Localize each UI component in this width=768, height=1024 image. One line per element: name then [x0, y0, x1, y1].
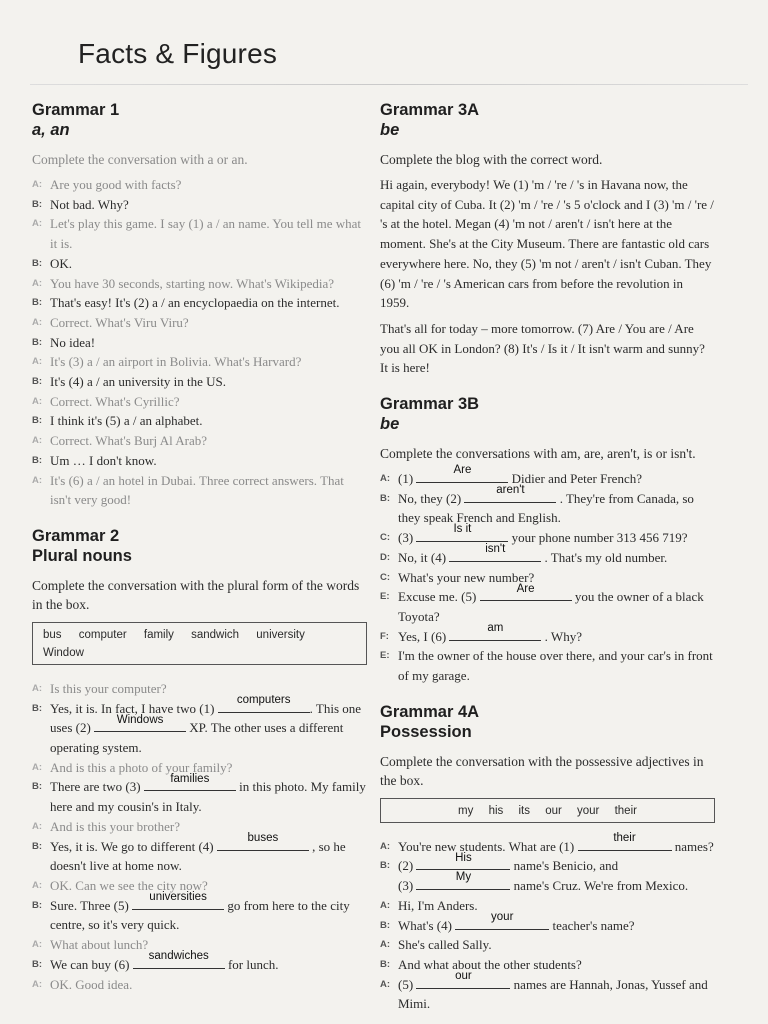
answer-text: Are [516, 582, 535, 595]
g4a-subheading: Possession [380, 722, 472, 741]
answer-blank [144, 772, 236, 791]
line-text: your phone number 313 456 719? [511, 530, 688, 546]
right-column [380, 100, 715, 1014]
speaker-label: B: [380, 492, 391, 504]
g3a-instruction: Complete the blog with the correct word. [380, 152, 603, 167]
line-text: She's called Sally. [398, 937, 492, 953]
dialogue-line [32, 772, 367, 816]
line-text: That's easy! It's (2) a / an encyclopaedia on the internet. [50, 295, 340, 311]
answer-text: Is it [453, 523, 472, 536]
g3b-heading: Grammar 3B [380, 395, 480, 414]
line-text: It's (3) a / an airport in Bolivia. What's Harvard? [50, 354, 302, 370]
speaker-label: B: [380, 919, 391, 931]
box-word: Window [43, 646, 84, 659]
line-text: . That's my old number. [544, 549, 668, 565]
speaker-label: B: [32, 840, 43, 852]
dialogue-line [380, 523, 715, 548]
line-text: Excuse me. (5) [398, 589, 477, 605]
line-text: No idea! [50, 334, 96, 350]
line-text: Correct. What's Viru Viru? [50, 314, 189, 330]
speaker-label: A: [32, 435, 43, 447]
dialogue-line [380, 582, 715, 626]
line-text: (3) [398, 530, 414, 546]
speaker-label: B: [32, 376, 43, 388]
answer-text: universities [149, 890, 207, 903]
answer-text: buses [247, 831, 279, 844]
speaker-label: B: [32, 415, 43, 427]
line-text: It's (4) a / an university in the US. [50, 374, 227, 390]
line-text: And is this a photo of your family? [50, 759, 233, 775]
answer-blank [132, 890, 224, 910]
line-text: Is this your computer? [50, 680, 167, 696]
g3b-dialogue [380, 464, 715, 686]
line-text: What's your new number? [398, 569, 535, 585]
dialogue-line [32, 274, 367, 294]
dialogue-line [380, 646, 715, 685]
g1-heading: Grammar 1 [32, 101, 120, 119]
line-text: Yes, it is. In fact, I have two (1) [50, 700, 215, 716]
speaker-label: A: [380, 939, 391, 951]
line-text: And is this your brother? [50, 818, 180, 834]
box-word: our [545, 804, 562, 817]
line-text: Didier and Peter French? [511, 471, 642, 487]
box-word: university [256, 628, 305, 641]
line-text: Yes, I (6) [398, 628, 447, 644]
line-text: You're new students. What are (1) [398, 838, 575, 854]
speaker-label: A: [32, 682, 43, 694]
line-text: name's Benicio, and [513, 858, 619, 874]
dialogue-line [32, 333, 367, 353]
line-text: names? [674, 838, 714, 854]
dialogue-line [32, 817, 367, 837]
speaker-label: E: [380, 650, 390, 662]
speaker-label: B: [32, 454, 43, 466]
line-text: Correct. What's Cyrillic? [50, 393, 180, 409]
speaker-label: A: [380, 840, 391, 852]
answer-blank [449, 621, 541, 641]
dialogue-line [32, 950, 367, 975]
line-text: names are Hannah, Jonas, Yussef and Mimi. [398, 976, 708, 1012]
line-text: It's (6) a / an hotel in Dubai. Three correct answers. That isn't very good! [50, 472, 344, 508]
answer-text: aren't [496, 484, 525, 497]
answer-blank [416, 871, 510, 890]
dialogue-line [32, 471, 367, 510]
line-text: (3) [398, 878, 414, 894]
speaker-label: B: [32, 336, 43, 348]
dialogue-line [380, 871, 715, 896]
box-word: computer [78, 628, 127, 641]
answer-text: am [487, 621, 504, 634]
answer-blank [464, 484, 556, 503]
dialogue-line [32, 313, 367, 333]
line-text: No, they (2) [398, 490, 462, 506]
g2-dialogue [32, 679, 367, 994]
box-word: your [577, 804, 600, 817]
line-text: . They're from Canada, so they speak French and English. [398, 490, 694, 526]
answer-text: My [455, 871, 472, 884]
dialogue-line [32, 451, 367, 471]
speaker-label: A: [380, 978, 391, 990]
dialogue-line [32, 411, 367, 431]
line-text: in this photo. My family here and my cousin's in Italy. [50, 779, 366, 815]
answer-text: isn't [485, 543, 506, 556]
speaker-label: A: [32, 879, 43, 891]
dialogue-line [32, 431, 367, 451]
line-text: (1) [398, 471, 414, 487]
line-text: What about lunch? [50, 937, 149, 953]
line-text: (5) [398, 976, 414, 992]
g1-subheading: a, an [32, 121, 70, 139]
dialogue-line [32, 831, 367, 876]
answer-text: sandwiches [148, 950, 209, 963]
dialogue-line [32, 679, 367, 699]
answer-text: families [170, 772, 210, 785]
speaker-label: B: [380, 958, 391, 970]
page-title: Facts & Figures [78, 38, 278, 69]
line-text: name's Cruz. We're from Mexico. [513, 878, 689, 894]
speaker-label: A: [32, 277, 43, 289]
line-text: We can buy (6) [50, 956, 130, 972]
answer-blank [449, 543, 541, 562]
dialogue-line [32, 254, 367, 274]
dialogue-line [380, 543, 715, 568]
speaker-label: A: [32, 179, 43, 190]
line-text: . Why? [544, 628, 582, 644]
answer-blank [480, 582, 572, 601]
answer-blank [94, 713, 186, 732]
speaker-label: B: [32, 702, 43, 714]
g2-heading: Grammar 2 [32, 526, 120, 545]
speaker-label: A: [32, 761, 43, 773]
speaker-label: A: [32, 474, 43, 486]
speaker-label: A: [380, 899, 391, 911]
left-column [32, 100, 367, 994]
line-text: Yes, it is. We go to different (4) [50, 838, 214, 854]
box-word: family [143, 628, 174, 641]
dialogue-line [32, 392, 367, 412]
dialogue-line [32, 693, 367, 758]
line-text: There are two (3) [50, 779, 141, 795]
speaker-label: E: [380, 591, 390, 603]
dialogue-line [32, 372, 367, 392]
dialogue-line [32, 195, 367, 215]
dialogue-line [380, 935, 715, 955]
speaker-label: A: [32, 395, 43, 407]
dialogue-line [380, 621, 715, 647]
box-word: his [488, 804, 504, 817]
answer-blank [578, 832, 672, 851]
line-text: OK. Can we see the city now? [50, 877, 208, 893]
line-text: Let's play this game. I say (1) a / an name. You tell me what it is. [50, 216, 362, 252]
speaker-label: C: [380, 532, 391, 544]
speaker-label: D: [380, 551, 391, 563]
box-word: sandwich [191, 628, 240, 641]
g4a-dialogue [380, 832, 715, 1014]
title-rule [30, 84, 748, 85]
speaker-label: B: [32, 198, 43, 210]
line-text: No, it (4) [398, 549, 447, 565]
line-text: Hi, I'm Anders. [398, 897, 478, 913]
speaker-label: B: [32, 899, 43, 911]
box-word: my [458, 804, 474, 817]
g2-word-box [32, 622, 367, 665]
line-text: I'm the owner of the house over there, and your car's in front of my garage. [398, 648, 713, 684]
line-text: OK. Good idea. [50, 976, 133, 992]
line-text: you the owner of a black Toyota? [398, 589, 704, 624]
answer-blank [455, 910, 549, 930]
line-text: I think it's (5) a / an alphabet. [50, 413, 203, 429]
dialogue-line [32, 890, 367, 935]
dialogue-line [380, 969, 715, 1014]
dialogue-line [32, 175, 367, 195]
answer-text: computers [236, 693, 291, 706]
g4a-instruction: Complete the conversation with the possessive adjectives in the box. [380, 753, 704, 788]
answer-text: Windows [116, 713, 164, 726]
g1-instruction: Complete the conversation with a or an. [32, 152, 248, 167]
answer-blank [217, 831, 309, 851]
line-text: You have 30 seconds, starting now. What's Wikipedia? [50, 275, 335, 291]
box-word: bus [43, 628, 62, 641]
speaker-label: B: [32, 781, 43, 793]
speaker-label: A: [32, 356, 43, 368]
line-text: , so he doesn't live at home now. [50, 838, 346, 874]
g4a-heading: Grammar 4A [380, 702, 480, 721]
speaker-label: B: [32, 958, 43, 970]
speaker-label: C: [380, 571, 391, 583]
line-text: And what about the other students? [398, 956, 582, 972]
answer-text: our [455, 969, 472, 982]
answer-blank [416, 969, 510, 989]
speaker-label: A: [32, 939, 43, 951]
g4a-word-box [380, 798, 715, 823]
line-text: (2) [398, 858, 414, 874]
speaker-label: A: [32, 316, 43, 328]
g2-instruction: Complete the conversation with the plural form of the words in the box. [32, 577, 360, 612]
dialogue-line [32, 214, 367, 253]
answer-blank [133, 950, 225, 969]
speaker-label: F: [380, 630, 389, 642]
line-text: go from here to the city centre, so it's very quick. [50, 897, 350, 933]
speaker-label: B: [380, 860, 391, 872]
dialogue-line [32, 352, 367, 372]
g3a-subheading: be [380, 121, 400, 139]
line-text: Not bad. Why? [50, 196, 129, 212]
g2-subheading: Plural nouns [32, 546, 132, 565]
answer-text: their [613, 832, 636, 845]
speaker-label: A: [32, 218, 43, 230]
dialogue-line [380, 910, 715, 936]
line-text: XP. The other uses a different operating system. [50, 720, 344, 756]
g1-dialogue [32, 175, 367, 510]
line-text: Are you good with facts? [50, 177, 182, 192]
speaker-label: A: [32, 820, 43, 832]
answer-text: His [455, 851, 472, 864]
answer-text: your [491, 910, 514, 923]
g3a-heading: Grammar 3A [380, 101, 480, 119]
g3a-blog-paragraph-2: That's all for today – more tomorrow. (7) Are / You are / Are you all OK in London? (8) It's / Is it / It isn't warm and sunny? It is here! [380, 320, 705, 376]
speaker-label: A: [32, 978, 43, 990]
speaker-label: B: [32, 297, 43, 309]
line-text: teacher's name? [552, 917, 635, 933]
g3a-blog-paragraph-1: Hi again, everybody! We (1) 'm / 're / 's in Havana now, the capital city of Cuba. It (2) 'm / 're / 's 5 o'clock and I (3) 'm / 're / 's at the hotel. Megan (4) 'm not / aren't / isn't here at the moment. She's at the City Museum. There are fantastic old cars everywhere here. No, they (5) 'm not / aren't / isn't Cuban. They (6) 'm / 're / 's American cars from before the revolution in 1959. [380, 177, 714, 311]
line-text: . This one uses (2) [50, 700, 362, 736]
answer-blank [218, 693, 310, 713]
line-text: What's (4) [398, 917, 452, 933]
line-text: for lunch. [227, 956, 279, 972]
line-text: Correct. What's Burj Al Arab? [50, 433, 207, 449]
box-word: its [518, 804, 530, 817]
line-text: Sure. Three (5) [50, 897, 129, 913]
g3b-instruction: Complete the conversations with am, are, aren't, is or isn't. [380, 446, 696, 462]
line-text: Um … I don't know. [50, 452, 157, 468]
g3b-subheading: be [380, 415, 400, 434]
box-word: their [614, 804, 637, 817]
dialogue-line [32, 975, 367, 995]
speaker-label: A: [380, 473, 391, 485]
answer-text: Are [453, 464, 472, 477]
line-text: OK. [50, 255, 73, 271]
speaker-label: B: [32, 257, 43, 269]
dialogue-line [32, 293, 367, 313]
